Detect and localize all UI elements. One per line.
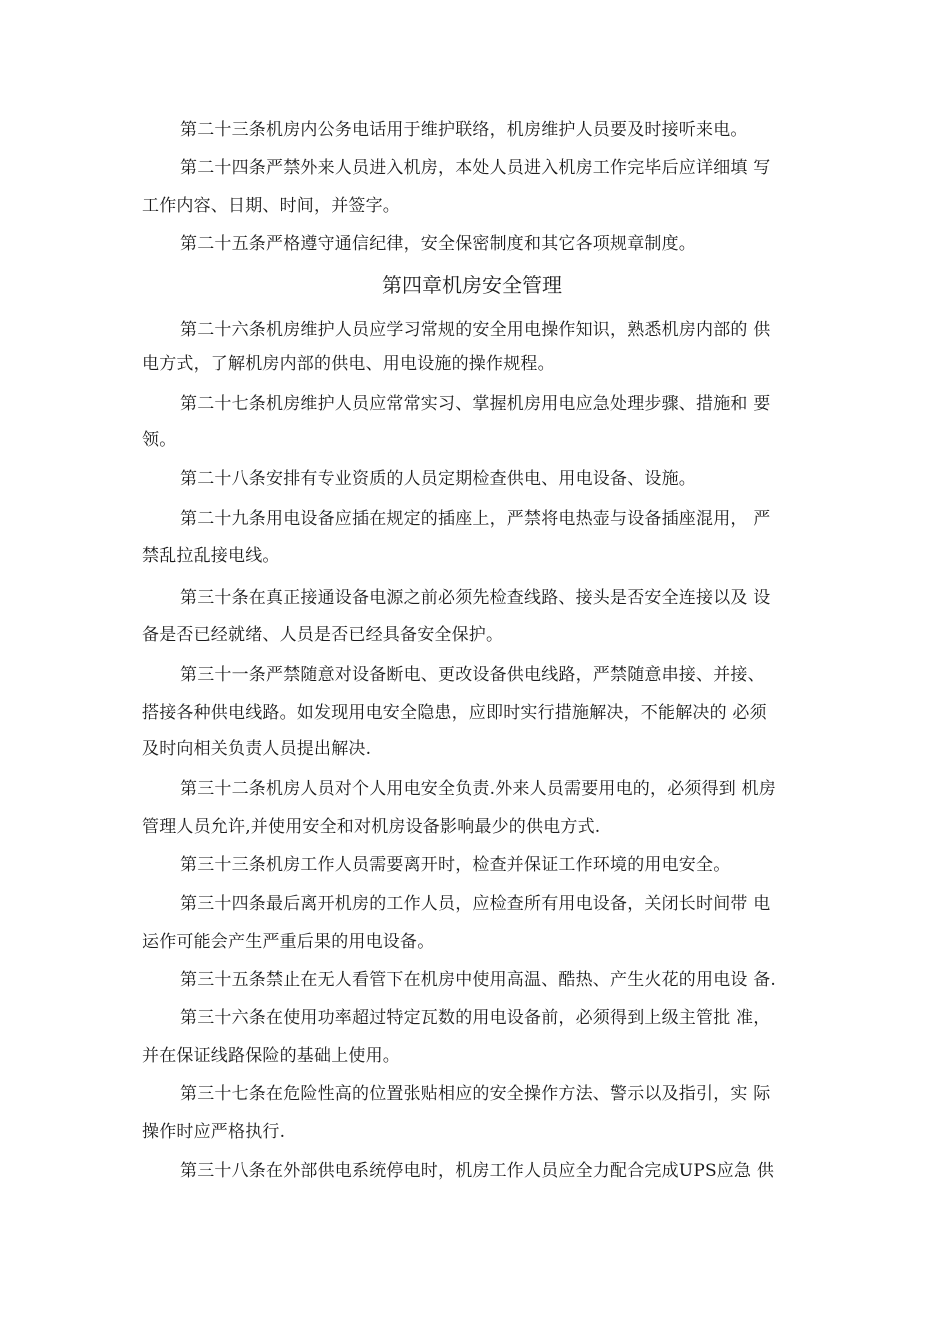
paragraph-line: 第三十六条在使用功率超过特定瓦数的用电设备前，必须得到上级主管批 准， <box>180 1008 771 1028</box>
paragraph-line: 第三十七条在危险性高的位置张贴相应的安全操作方法、警示以及指引，实 际 <box>180 1084 771 1104</box>
paragraph-line: 备是否已经就绪、人员是否已经具备安全保护。 <box>142 625 504 645</box>
paragraph-line: 第三十三条机房工作人员需要离开时，检查并保证工作环境的用电安全。 <box>180 855 731 875</box>
paragraph-line: 及时向相关负责人员提出解决. <box>142 739 372 759</box>
paragraph-line: 第二十七条机房维护人员应常常实习、掌握机房用电应急处理步骤、措施和 要 <box>180 394 771 414</box>
paragraph-line: 第二十四条严禁外来人员进入机房，本处人员进入机房工作完毕后应详细填 写 <box>180 158 771 178</box>
paragraph-line: 第二十五条严格遵守通信纪律，安全保密制度和其它各项规章制度。 <box>180 234 696 254</box>
paragraph-line: 第三十八条在外部供电系统停电时，机房工作人员应全力配合完成UPS应急 供 <box>180 1161 775 1181</box>
paragraph-line: 电方式，了解机房内部的供电、用电设施的操作规程。 <box>142 354 555 374</box>
paragraph-line: 第三十四条最后离开机房的工作人员，应检查所有用电设备，关闭长时间带 电 <box>180 894 771 914</box>
paragraph-line: 禁乱拉乱接电线。 <box>142 546 280 566</box>
paragraph-line: 第三十一条严禁随意对设备断电、更改设备供电线路，严禁随意串接、并接、 <box>180 665 765 685</box>
paragraph-line: 操作时应严格执行. <box>142 1122 286 1142</box>
paragraph-line: 搭接各种供电线路。如发现用电安全隐患，应即时实行措施解决，不能解决的 必须 <box>142 703 767 723</box>
paragraph-line: 第二十八条安排有专业资质的人员定期检查供电、用电设备、设施。 <box>180 469 696 489</box>
paragraph-line: 运作可能会产生严重后果的用电设备。 <box>142 932 435 952</box>
paragraph-line: 管理人员允许,并使用安全和对机房设备影响最少的供电方式. <box>142 817 601 837</box>
paragraph-line: 工作内容、日期、时间，并签字。 <box>142 196 400 216</box>
paragraph-line: 第三十五条禁止在无人看管下在机房中使用高温、酷热、产生火花的用电设 备. <box>180 970 777 990</box>
paragraph-line: 并在保证线路保险的基础上使用。 <box>142 1046 400 1066</box>
paragraph-line: 第二十三条机房内公务电话用于维护联络，机房维护人员要及时接听来电。 <box>180 120 748 140</box>
paragraph-line: 领。 <box>142 430 177 450</box>
paragraph-line: 第三十条在真正接通设备电源之前必须先检查线路、接头是否安全连接以及 设 <box>180 588 771 608</box>
paragraph-line: 第二十九条用电设备应插在规定的插座上，严禁将电热壶与设备插座混用， 严 <box>180 509 771 529</box>
paragraph-line: 第三十二条机房人员对个人用电安全负责.外来人员需要用电的，必须得到 机房 <box>180 779 777 799</box>
chapter-heading: 第四章机房安全管理 <box>382 273 562 297</box>
paragraph-line: 第二十六条机房维护人员应学习常规的安全用电操作知识，熟悉机房内部的 供 <box>180 320 771 340</box>
